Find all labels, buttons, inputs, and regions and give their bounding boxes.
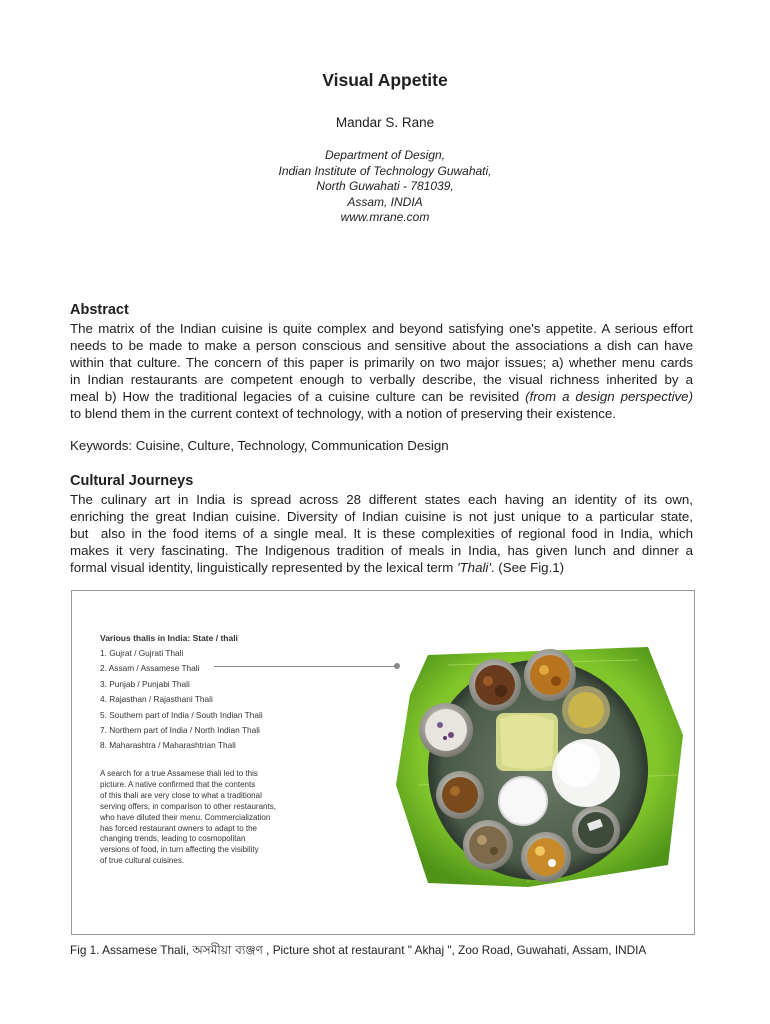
pointer-line bbox=[214, 666, 397, 667]
list-item: 2. Assam / Assamese Thali bbox=[100, 663, 200, 674]
thali-term: 'Thali' bbox=[457, 559, 491, 575]
bowl bbox=[562, 686, 610, 734]
mashed-dish bbox=[496, 713, 558, 771]
abstract-line: within that culture. The concern of this paper is primarily on two major issues; a) whether menu cards bbox=[70, 354, 693, 370]
affiliation-line: North Guwahati - 781039, bbox=[316, 179, 454, 194]
body-line: makes it very fascinating. The Indigenous tradition of meals in India, has given lunch and dinner a bbox=[70, 542, 693, 558]
abstract-line: in Indian restaurants are competent enough to verbally describe, the visual richness inherited by a bbox=[70, 371, 693, 387]
thali-photo bbox=[388, 625, 688, 925]
note-line: changing trends, leading to cosmopolitan bbox=[100, 834, 246, 844]
caption-prefix: Fig 1. Assamese Thali, bbox=[70, 943, 193, 957]
affiliation-line: Department of Design, bbox=[324, 148, 446, 162]
note-line: versions of food, in turn affecting the visibility bbox=[100, 845, 259, 855]
body-line: enriching the great Indian cuisine. Diversity of Indian cuisine is not just unique to a particular state, bbox=[70, 508, 693, 524]
author-name: Mandar S. Rane bbox=[335, 115, 435, 130]
note-line: serving offers, in comparison to other restaurants, bbox=[100, 801, 276, 811]
list-item: 4. Rajasthan / Rajasthani Thali bbox=[100, 694, 213, 705]
list-item: 5. Southern part of India / South Indian Thali bbox=[100, 709, 263, 720]
list-item: 3. Punjab / Punjabi Thali bbox=[100, 678, 190, 689]
abstract-line: to blend them in the current context of technology, with a notion of preserving their existence. bbox=[70, 405, 616, 421]
body-line: formal visual identity, linguistically represented by the lexical term 'Thali'. (See Fig.1) bbox=[70, 559, 565, 575]
bowl bbox=[524, 649, 576, 701]
note-line: of true cultural cuisines. bbox=[100, 856, 185, 866]
list-item: 8. Maharashtra / Maharashtrian Thali bbox=[100, 740, 236, 751]
body-line: The culinary art in India is spread across 28 different states each having an identity of its own, bbox=[70, 492, 693, 507]
affiliation-url[interactable]: www.mrane.com bbox=[340, 210, 430, 225]
bowl bbox=[436, 771, 484, 819]
figure-caption bbox=[70, 942, 646, 962]
section-heading: Cultural Journeys bbox=[70, 473, 194, 489]
bowl bbox=[463, 820, 513, 870]
affiliation-line: Indian Institute of Technology Guwahati, bbox=[278, 163, 492, 178]
affiliation bbox=[0, 148, 770, 226]
figure-1 bbox=[71, 590, 695, 935]
bowl bbox=[572, 806, 620, 854]
note-line: has forced restaurant owners to adapt to the bbox=[100, 823, 257, 833]
list-item: 1. Gujrat / Gujrati Thali bbox=[100, 648, 184, 658]
caption-suffix: , Picture shot at restaurant " Akhaj ", Zoo Road, Guwahati, Assam, INDIA bbox=[262, 943, 647, 957]
note-line: A search for a true Assamese thali led to this bbox=[100, 769, 258, 778]
abstract-line: meal b) How the traditional legacies of a cuisine culture can be revisited (from a design perspective) bbox=[70, 388, 693, 404]
keywords: Keywords: Cuisine, Culture, Technology, Communication Design bbox=[70, 438, 449, 453]
body-line: but also in the food items of a single meal. It is these complexities of regional food in India, which bbox=[70, 525, 693, 541]
abstract-heading: Abstract bbox=[70, 302, 129, 318]
note-line: picture. A native confirmed that the contents bbox=[100, 779, 256, 789]
affiliation-line: Assam, INDIA bbox=[347, 194, 423, 209]
paper-title: Visual Appetite bbox=[322, 70, 448, 90]
abstract-italic: (from a design perspective) bbox=[525, 388, 693, 404]
note-line: who have diluted their menu. Commercialization bbox=[100, 812, 271, 822]
note-line: of this thali are very close to what a traditional bbox=[100, 790, 262, 800]
list-item: 7. Northern part of India / North Indian Thali bbox=[100, 724, 260, 735]
bowl bbox=[469, 659, 521, 711]
caption-bengali: অসমীয়া ব্যঞ্জণ bbox=[192, 943, 263, 957]
bowl bbox=[521, 832, 571, 882]
curd-bowl bbox=[499, 777, 547, 825]
rice bbox=[552, 739, 620, 807]
section-body bbox=[70, 492, 693, 577]
bowl bbox=[419, 703, 473, 757]
abstract-body bbox=[70, 321, 693, 422]
abstract-line: The matrix of the Indian cuisine is quite complex and beyond satisfying one's appetite. A serious effort bbox=[70, 321, 693, 336]
thali-list bbox=[100, 648, 263, 756]
abstract-line: needs to be made to make a person conscious and sensitive about the associations a dish can have bbox=[70, 337, 693, 353]
figure-heading: Various thalis in India: State / thali bbox=[100, 633, 238, 643]
figure-note bbox=[100, 769, 276, 867]
